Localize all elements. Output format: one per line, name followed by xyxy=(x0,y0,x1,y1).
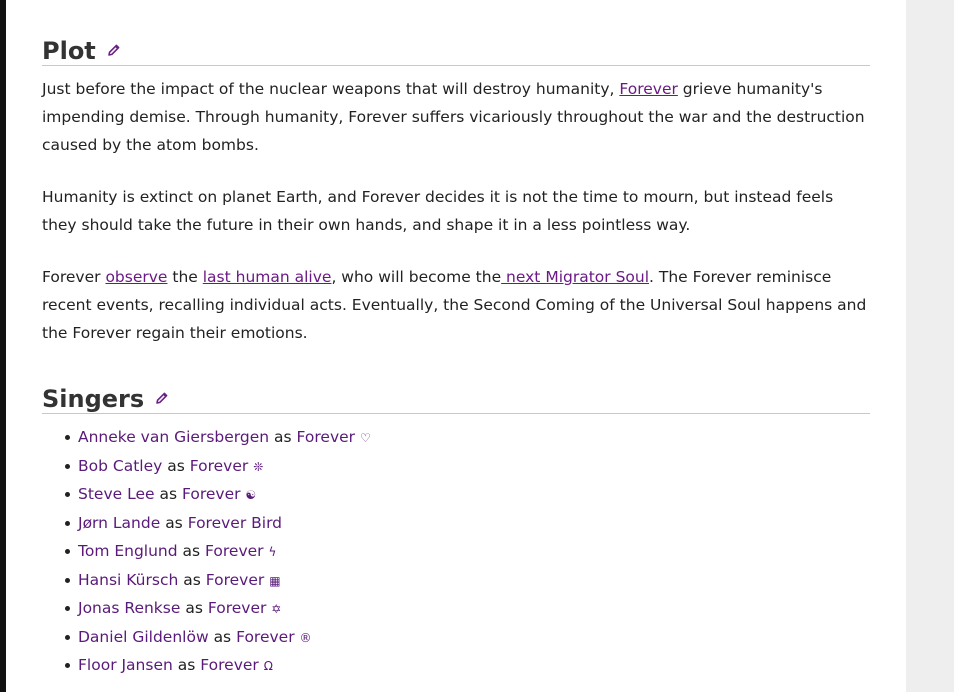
role-link[interactable]: Forever xyxy=(200,656,259,674)
as-text: as xyxy=(159,485,178,503)
role-symbol: ϟ xyxy=(268,545,277,559)
right-side-panel xyxy=(906,0,954,692)
role-link[interactable]: Forever xyxy=(205,570,265,589)
next-migrator-soul-link[interactable]: next Migrator Soul xyxy=(501,268,650,286)
singer-name-link[interactable]: Tom Englund xyxy=(78,542,178,560)
list-item xyxy=(42,452,371,481)
as-text: as xyxy=(165,513,183,532)
role-link[interactable]: Forever xyxy=(205,542,264,560)
as-text: as xyxy=(167,456,185,475)
as-text: as xyxy=(185,599,203,617)
role-link[interactable]: Forever xyxy=(207,599,267,617)
pencil-icon[interactable] xyxy=(108,44,120,56)
role-symbol: ✡ xyxy=(271,602,282,616)
plot-paragraph-2 xyxy=(42,183,870,239)
singer-name-link[interactable]: Floor Jansen xyxy=(78,656,173,674)
list-item xyxy=(42,623,371,652)
list-item xyxy=(42,594,371,623)
singer-name-link[interactable]: Daniel Gildenlöw xyxy=(78,627,209,646)
role-link[interactable]: Forever xyxy=(181,485,241,503)
singer-name-link[interactable]: Jørn Lande xyxy=(78,513,161,532)
plot-section-heading xyxy=(42,30,870,66)
plot-paragraph-3 xyxy=(42,263,870,347)
plot-p3-text-4: . The Forever reminisce recent events, recalling individual acts. Eventually, the Second Coming of the Universal Soul happens and the Forever regain their emotions. xyxy=(42,268,867,342)
as-text: as xyxy=(183,570,201,589)
role-symbol: ❊ xyxy=(253,459,264,474)
role-link[interactable]: Forever Bird xyxy=(187,513,283,532)
singers-section-heading xyxy=(42,378,870,414)
as-text: as xyxy=(177,656,196,674)
plot-paragraph-1 xyxy=(42,75,870,159)
list-item xyxy=(42,480,371,509)
singer-name-link[interactable]: Hansi Kürsch xyxy=(78,570,179,589)
plot-p3-text-3: , who will become the xyxy=(331,268,502,286)
plot-p1-text-1: Just before the impact of the nuclear weapons that will destroy humanity, xyxy=(42,80,620,98)
plot-heading-text: Plot xyxy=(42,37,96,65)
list-item xyxy=(42,537,371,566)
singer-name-link[interactable]: Steve Lee xyxy=(78,485,155,503)
role-link[interactable]: Forever xyxy=(189,456,249,475)
role-link[interactable]: Forever xyxy=(296,428,356,446)
left-border xyxy=(0,0,6,692)
singer-name-link[interactable]: Anneke van Giersbergen xyxy=(78,428,270,446)
list-item xyxy=(42,423,371,452)
list-item xyxy=(42,651,371,680)
role-symbol: ▦ xyxy=(269,573,281,588)
role-link[interactable]: Forever xyxy=(236,627,295,646)
last-human-alive-link[interactable]: last human alive xyxy=(202,268,332,286)
as-text: as xyxy=(182,542,201,560)
list-item xyxy=(42,509,371,538)
plot-p1-text-2: grieve humanity's impending demise. Through humanity, Forever suffers vicariously throughout the war and the destruction caused by the atom bombs. xyxy=(42,80,865,154)
plot-p2-text-1: Humanity is extinct on planet Earth, and Forever decides it is not the time to mourn, but instead feels they should take the future in their own hands, and shape it in a less pointless way. xyxy=(42,188,834,234)
singer-name-link[interactable]: Bob Catley xyxy=(78,456,163,475)
singer-name-link[interactable]: Jonas Renkse xyxy=(78,599,181,617)
role-symbol: ® xyxy=(299,630,312,645)
role-symbol: ♡ xyxy=(359,431,371,445)
plot-p3-text-1: Forever xyxy=(42,268,106,286)
singers-heading-text: Singers xyxy=(42,385,145,413)
observe-link[interactable]: observe xyxy=(105,268,168,286)
as-text: as xyxy=(213,627,232,646)
as-text: as xyxy=(274,428,292,446)
singers-list xyxy=(42,423,371,680)
pencil-icon[interactable] xyxy=(156,392,168,404)
plot-p3-text-2: the xyxy=(167,268,203,286)
list-item xyxy=(42,566,371,595)
role-symbol: ☯ xyxy=(245,488,257,502)
role-symbol: Ω xyxy=(263,659,273,673)
forever-link[interactable]: Forever xyxy=(619,80,678,98)
